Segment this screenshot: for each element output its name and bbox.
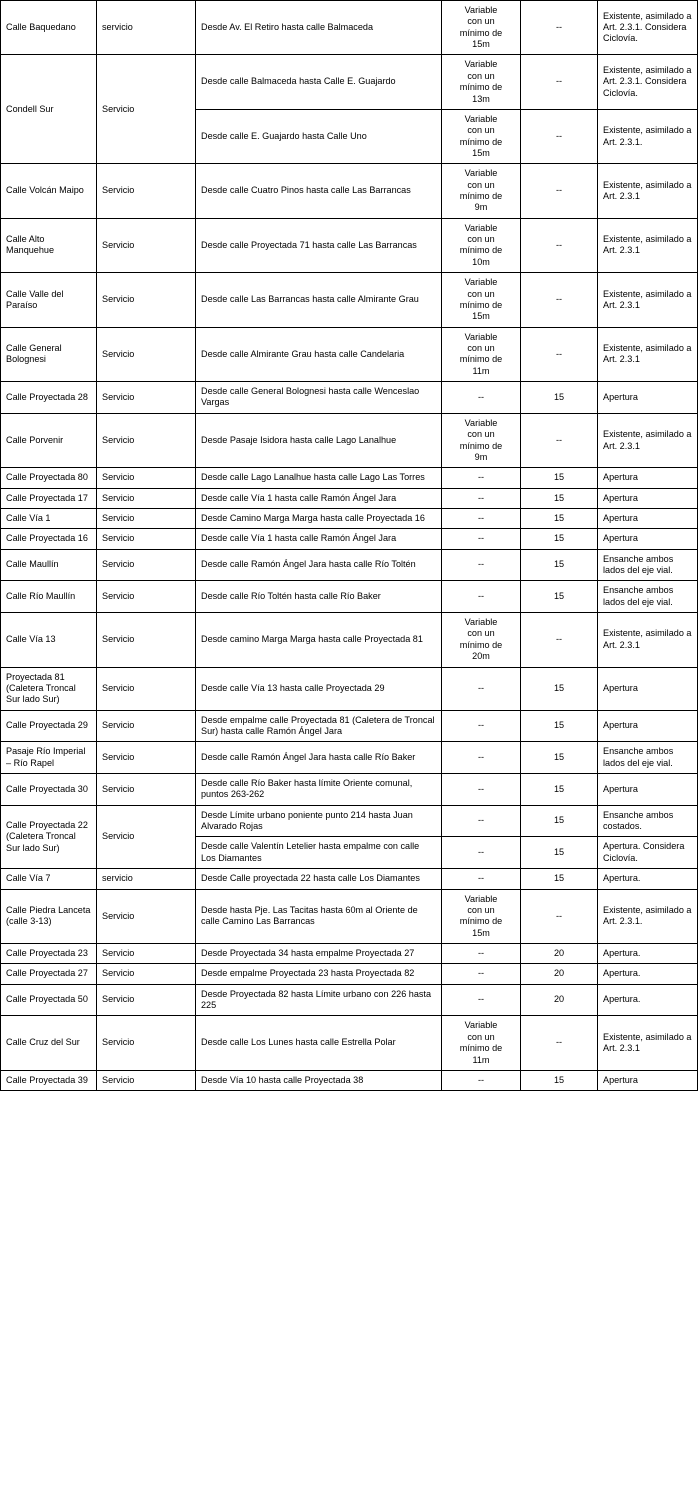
cell-observations: Ensanche ambos lados del eje vial. — [598, 549, 698, 581]
variable-width-line: con un — [467, 179, 495, 190]
cell-classification: Servicio — [97, 1016, 196, 1070]
cell-observations: Apertura — [598, 774, 698, 806]
cell-width: 15 — [521, 774, 598, 806]
variable-width-line: con un — [467, 628, 495, 639]
cell-classification: Servicio — [97, 55, 196, 164]
cell-segment-description: Desde camino Marga Marga hasta calle Proyectada 81 — [196, 613, 442, 667]
table-row — [1, 413, 698, 467]
cell-street-name: Calle Cruz del Sur — [1, 1016, 97, 1070]
variable-width-line: mínimo de — [459, 245, 503, 256]
table-row — [1, 549, 698, 581]
cell-segment-description: Desde empalme Proyectada 23 hasta Proyectada 82 — [196, 964, 442, 984]
cell-segment-description: Desde empalme calle Proyectada 81 (Caletera de Troncal Sur) hasta calle Ramón Ángel Jara — [196, 710, 442, 742]
cell-width: -- — [521, 109, 598, 163]
variable-width-line: -- — [477, 533, 485, 544]
table-row — [1, 218, 698, 272]
cell-observations: Existente, asimilado a Art. 2.3.1. — [598, 109, 698, 163]
cell-street-name: Calle Proyectada 23 — [1, 944, 97, 964]
cell-street-name: Calle Proyectada 28 — [1, 382, 97, 414]
cell-segment-description: Desde Proyectada 82 hasta Límite urbano con 226 hasta 225 — [196, 984, 442, 1016]
cell-classification: Servicio — [97, 327, 196, 381]
cell-street-name: Calle Valle del Paraíso — [1, 273, 97, 327]
cell-segment-description: Desde Vía 10 hasta calle Proyectada 38 — [196, 1070, 442, 1090]
variable-width-line: mínimo de — [459, 136, 503, 147]
cell-width: -- — [521, 889, 598, 943]
cell-street-name: Calle Proyectada 27 — [1, 964, 97, 984]
cell-segment-description: Desde Calle proyectada 22 hasta calle Los Diamantes — [196, 869, 442, 889]
cell-classification: Servicio — [97, 774, 196, 806]
variable-width-line: 15m — [472, 39, 490, 50]
table-row — [1, 964, 698, 984]
variable-width-line: 9m — [474, 202, 488, 213]
variable-width-line: Variable — [464, 168, 498, 179]
variable-width-line: Variable — [464, 417, 498, 428]
variable-width-line: 11m — [472, 1054, 490, 1065]
cell-classification: Servicio — [97, 1070, 196, 1090]
variable-width-line: con un — [467, 1031, 495, 1042]
cell-observations: Existente, asimilado a Art. 2.3.1 — [598, 273, 698, 327]
table-row — [1, 774, 698, 806]
cell-street-name: Calle Vía 13 — [1, 613, 97, 667]
cell-segment-description: Desde calle Ramón Ángel Jara hasta calle Río Toltén — [196, 549, 442, 581]
cell-variable-width — [442, 984, 521, 1016]
cell-width: 15 — [521, 508, 598, 528]
cell-segment-description: Desde calle Balmaceda hasta Calle E. Guajardo — [196, 55, 442, 109]
cell-segment-description: Desde calle Río Toltén hasta calle Río Baker — [196, 581, 442, 613]
cell-variable-width — [442, 549, 521, 581]
cell-segment-description: Desde calle Proyectada 71 hasta calle Las Barrancas — [196, 218, 442, 272]
cell-classification: Servicio — [97, 468, 196, 488]
variable-width-line: -- — [477, 492, 485, 503]
cell-classification: Servicio — [97, 889, 196, 943]
cell-segment-description: Desde calle Lago Lanalhue hasta calle Lago Las Torres — [196, 468, 442, 488]
cell-variable-width — [442, 468, 521, 488]
cell-street-name: Calle Proyectada 30 — [1, 774, 97, 806]
cell-variable-width — [442, 413, 521, 467]
table-row — [1, 710, 698, 742]
cell-width: 20 — [521, 964, 598, 984]
cell-width: 15 — [521, 382, 598, 414]
cell-observations: Apertura. — [598, 984, 698, 1016]
cell-classification: Servicio — [97, 529, 196, 549]
cell-variable-width — [442, 529, 521, 549]
cell-classification: Servicio — [97, 508, 196, 528]
cell-observations: Existente, asimilado a Art. 2.3.1. — [598, 889, 698, 943]
variable-width-line: -- — [477, 994, 485, 1005]
cell-observations: Apertura. — [598, 944, 698, 964]
cell-observations: Existente, asimilado a Art. 2.3.1 — [598, 1016, 698, 1070]
variable-width-line: -- — [477, 391, 485, 402]
cell-observations: Existente, asimilado a Art. 2.3.1 — [598, 613, 698, 667]
cell-classification: Servicio — [97, 488, 196, 508]
cell-classification: servicio — [97, 869, 196, 889]
cell-segment-description: Desde calle Almirante Grau hasta calle Candelaria — [196, 327, 442, 381]
cell-classification: Servicio — [97, 164, 196, 218]
cell-street-name: Calle Maullín — [1, 549, 97, 581]
cell-street-name: Calle Proyectada 16 — [1, 529, 97, 549]
variable-width-line: 15m — [472, 311, 490, 322]
cell-observations: Apertura — [598, 468, 698, 488]
variable-width-line: -- — [477, 472, 485, 483]
cell-segment-description: Desde calle Río Baker hasta límite Oriente comunal, puntos 263-262 — [196, 774, 442, 806]
cell-classification: Servicio — [97, 218, 196, 272]
cell-width: 15 — [521, 549, 598, 581]
cell-segment-description: Desde calle Los Lunes hasta calle Estrella Polar — [196, 1016, 442, 1070]
cell-street-name: Calle Porvenir — [1, 413, 97, 467]
cell-variable-width — [442, 55, 521, 109]
table-row — [1, 869, 698, 889]
cell-width: -- — [521, 1, 598, 55]
variable-width-line: -- — [477, 512, 485, 523]
cell-street-name: Calle Vía 7 — [1, 869, 97, 889]
cell-classification: Servicio — [97, 613, 196, 667]
variable-width-line: mínimo de — [459, 916, 503, 927]
table-row — [1, 529, 698, 549]
cell-street-name: Proyectada 81 (Caletera Troncal Sur lado Sur) — [1, 667, 97, 710]
cell-observations: Apertura — [598, 508, 698, 528]
cell-width: -- — [521, 1016, 598, 1070]
cell-observations: Existente, asimilado a Art. 2.3.1 — [598, 413, 698, 467]
cell-segment-description: Desde hasta Pje. Las Tacitas hasta 60m al Oriente de calle Camino Las Barrancas — [196, 889, 442, 943]
cell-width: -- — [521, 164, 598, 218]
cell-observations: Apertura — [598, 382, 698, 414]
variable-width-line: mínimo de — [459, 27, 503, 38]
cell-classification: Servicio — [97, 382, 196, 414]
variable-width-line: con un — [467, 70, 495, 81]
variable-width-line: Variable — [464, 893, 498, 904]
cell-width: 15 — [521, 488, 598, 508]
table-row — [1, 55, 698, 109]
variable-width-line: mínimo de — [459, 354, 503, 365]
cell-street-name: Calle Volcán Maipo — [1, 164, 97, 218]
cell-variable-width — [442, 613, 521, 667]
cell-variable-width — [442, 889, 521, 943]
cell-width: -- — [521, 327, 598, 381]
variable-width-line: con un — [467, 429, 495, 440]
cell-width: -- — [521, 613, 598, 667]
cell-segment-description: Desde calle E. Guajardo hasta Calle Uno — [196, 109, 442, 163]
cell-variable-width — [442, 710, 521, 742]
cell-classification: Servicio — [97, 964, 196, 984]
cell-width: 15 — [521, 581, 598, 613]
cell-segment-description: Desde calle Cuatro Pinos hasta calle Las Barrancas — [196, 164, 442, 218]
table-row — [1, 613, 698, 667]
cell-variable-width — [442, 869, 521, 889]
variable-width-line: Variable — [464, 222, 498, 233]
cell-segment-description: Desde calle Vía 1 hasta calle Ramón Ángel Jara — [196, 488, 442, 508]
variable-width-line: con un — [467, 288, 495, 299]
cell-width: -- — [521, 413, 598, 467]
cell-observations: Existente, asimilado a Art. 2.3.1 — [598, 327, 698, 381]
cell-classification: Servicio — [97, 984, 196, 1016]
cell-street-name: Condell Sur — [1, 55, 97, 164]
table-row — [1, 944, 698, 964]
cell-variable-width — [442, 164, 521, 218]
cell-street-name: Calle Alto Manquehue — [1, 218, 97, 272]
cell-observations: Apertura — [598, 488, 698, 508]
variable-width-line: -- — [477, 815, 485, 826]
variable-width-line: con un — [467, 125, 495, 136]
variable-width-line: Variable — [464, 113, 498, 124]
cell-segment-description: Desde calle Vía 1 hasta calle Ramón Ángel Jara — [196, 529, 442, 549]
cell-classification: Servicio — [97, 413, 196, 467]
cell-width: -- — [521, 55, 598, 109]
cell-segment-description: Desde Límite urbano poniente punto 214 hasta Juan Alvarado Rojas — [196, 805, 442, 837]
table-row — [1, 382, 698, 414]
variable-width-line: -- — [477, 847, 485, 858]
cell-segment-description: Desde Pasaje Isidora hasta calle Lago Lanalhue — [196, 413, 442, 467]
table-row — [1, 508, 698, 528]
cell-segment-description: Desde calle General Bolognesi hasta calle Wenceslao Vargas — [196, 382, 442, 414]
table-row — [1, 1016, 698, 1070]
variable-width-line: con un — [467, 16, 495, 27]
cell-street-name: Calle Proyectada 80 — [1, 468, 97, 488]
variable-width-line: 20m — [472, 651, 490, 662]
cell-width: 15 — [521, 529, 598, 549]
cell-observations: Existente, asimilado a Art. 2.3.1 — [598, 218, 698, 272]
variable-width-line: Variable — [464, 5, 498, 15]
cell-variable-width — [442, 327, 521, 381]
variable-width-line: 15m — [472, 147, 490, 158]
cell-width: 15 — [521, 1070, 598, 1090]
cell-observations: Apertura — [598, 529, 698, 549]
variable-width-line: 10m — [472, 256, 490, 267]
cell-variable-width — [442, 837, 521, 869]
cell-width: 20 — [521, 984, 598, 1016]
cell-classification: Servicio — [97, 549, 196, 581]
cell-variable-width — [442, 488, 521, 508]
variable-width-line: -- — [477, 948, 485, 958]
cell-observations: Existente, asimilado a Art. 2.3.1. Considera Ciclovía. — [598, 55, 698, 109]
cell-street-name: Calle Río Maullín — [1, 581, 97, 613]
cell-variable-width — [442, 667, 521, 710]
cell-segment-description: Desde calle Ramón Ángel Jara hasta calle Río Baker — [196, 742, 442, 774]
cell-width: 15 — [521, 468, 598, 488]
cell-width: 15 — [521, 869, 598, 889]
variable-width-line: mínimo de — [459, 82, 503, 93]
cell-observations: Apertura — [598, 710, 698, 742]
cell-variable-width — [442, 382, 521, 414]
variable-width-line: Variable — [464, 617, 498, 628]
cell-observations: Apertura. Considera Ciclovía. — [598, 837, 698, 869]
cell-variable-width — [442, 273, 521, 327]
variable-width-line: -- — [477, 720, 485, 731]
cell-observations: Existente, asimilado a Art. 2.3.1 — [598, 164, 698, 218]
variable-width-line: mínimo de — [459, 1043, 503, 1054]
cell-street-name: Calle Proyectada 39 — [1, 1070, 97, 1090]
cell-segment-description: Desde Av. El Retiro hasta calle Balmaceda — [196, 1, 442, 55]
variable-width-line: mínimo de — [459, 191, 503, 202]
cell-street-name: Calle Proyectada 50 — [1, 984, 97, 1016]
cell-variable-width — [442, 218, 521, 272]
cell-street-name: Calle Baquedano — [1, 1, 97, 55]
cell-observations: Ensanche ambos lados del eje vial. — [598, 581, 698, 613]
cell-observations: Apertura — [598, 1070, 698, 1090]
cell-variable-width — [442, 944, 521, 964]
table-row — [1, 889, 698, 943]
table-row — [1, 742, 698, 774]
table-row — [1, 468, 698, 488]
cell-segment-description: Desde calle Valentín Letelier hasta empalme con calle Los Diamantes — [196, 837, 442, 869]
variable-width-line: 13m — [472, 93, 490, 104]
table-row — [1, 488, 698, 508]
cell-street-name: Calle Proyectada 22 (Caletera Troncal Sur lado Sur) — [1, 805, 97, 868]
table-row — [1, 984, 698, 1016]
cell-observations: Ensanche ambos costados. — [598, 805, 698, 837]
cell-variable-width — [442, 1, 521, 55]
cell-width: 20 — [521, 944, 598, 964]
cell-observations: Ensanche ambos lados del eje vial. — [598, 742, 698, 774]
variable-width-line: con un — [467, 904, 495, 915]
variable-width-line: -- — [477, 682, 485, 693]
table-row — [1, 164, 698, 218]
cell-width: 15 — [521, 837, 598, 869]
cell-observations: Apertura. — [598, 964, 698, 984]
variable-width-line: mínimo de — [459, 639, 503, 650]
cell-segment-description: Desde calle Vía 13 hasta calle Proyectada 29 — [196, 667, 442, 710]
cell-variable-width — [442, 805, 521, 837]
cell-observations: Apertura — [598, 667, 698, 710]
variable-width-line: Variable — [464, 59, 498, 70]
cell-street-name: Pasaje Río Imperial – Río Rapel — [1, 742, 97, 774]
cell-width: -- — [521, 273, 598, 327]
variable-width-line: -- — [477, 873, 485, 884]
cell-classification: Servicio — [97, 944, 196, 964]
cell-segment-description: Desde Camino Marga Marga hasta calle Proyectada 16 — [196, 508, 442, 528]
cell-width: 15 — [521, 805, 598, 837]
table-row — [1, 1070, 698, 1090]
cell-observations: Apertura. — [598, 869, 698, 889]
cell-street-name: Calle General Bolognesi — [1, 327, 97, 381]
cell-variable-width — [442, 109, 521, 163]
variable-width-line: -- — [477, 1074, 485, 1085]
cell-classification: servicio — [97, 1, 196, 55]
cell-classification: Servicio — [97, 742, 196, 774]
cell-width: 15 — [521, 742, 598, 774]
variable-width-line: Variable — [464, 331, 498, 342]
table-row — [1, 273, 698, 327]
variable-width-line: -- — [477, 752, 485, 762]
table-body — [1, 1, 698, 1091]
variable-width-line: con un — [467, 342, 495, 353]
variable-width-line: con un — [467, 234, 495, 245]
variable-width-line: mínimo de — [459, 440, 503, 451]
cell-variable-width — [442, 508, 521, 528]
variable-width-line: mínimo de — [459, 299, 503, 310]
table-row — [1, 1, 698, 55]
cell-variable-width — [442, 964, 521, 984]
table-row — [1, 581, 698, 613]
cell-variable-width — [442, 581, 521, 613]
table-row — [1, 327, 698, 381]
variable-width-line: 9m — [474, 451, 488, 462]
cell-observations: Existente, asimilado a Art. 2.3.1. Considera Ciclovía. — [598, 1, 698, 55]
variable-width-line: -- — [477, 968, 485, 979]
variable-width-line: -- — [477, 591, 485, 602]
cell-variable-width — [442, 774, 521, 806]
cell-street-name: Calle Vía 1 — [1, 508, 97, 528]
cell-variable-width — [442, 1070, 521, 1090]
cell-width: -- — [521, 218, 598, 272]
variable-width-line: -- — [477, 559, 485, 570]
variable-width-line: 11m — [472, 365, 490, 376]
cell-classification: Servicio — [97, 273, 196, 327]
variable-width-line: 15m — [472, 927, 490, 938]
cell-segment-description: Desde Proyectada 34 hasta empalme Proyectada 27 — [196, 944, 442, 964]
variable-width-line: Variable — [464, 1020, 498, 1031]
table-row — [1, 805, 698, 837]
cell-segment-description: Desde calle Las Barrancas hasta calle Almirante Grau — [196, 273, 442, 327]
cell-width: 15 — [521, 667, 598, 710]
cell-classification: Servicio — [97, 667, 196, 710]
cell-street-name: Calle Piedra Lanceta (calle 3-13) — [1, 889, 97, 943]
variable-width-line: Variable — [464, 277, 498, 288]
cell-classification: Servicio — [97, 805, 196, 868]
cell-street-name: Calle Proyectada 29 — [1, 710, 97, 742]
cell-street-name: Calle Proyectada 17 — [1, 488, 97, 508]
cell-classification: Servicio — [97, 710, 196, 742]
cell-variable-width — [442, 1016, 521, 1070]
table-row — [1, 667, 698, 710]
cell-variable-width — [442, 742, 521, 774]
cell-width: 15 — [521, 710, 598, 742]
cell-classification: Servicio — [97, 581, 196, 613]
variable-width-line: -- — [477, 783, 485, 794]
